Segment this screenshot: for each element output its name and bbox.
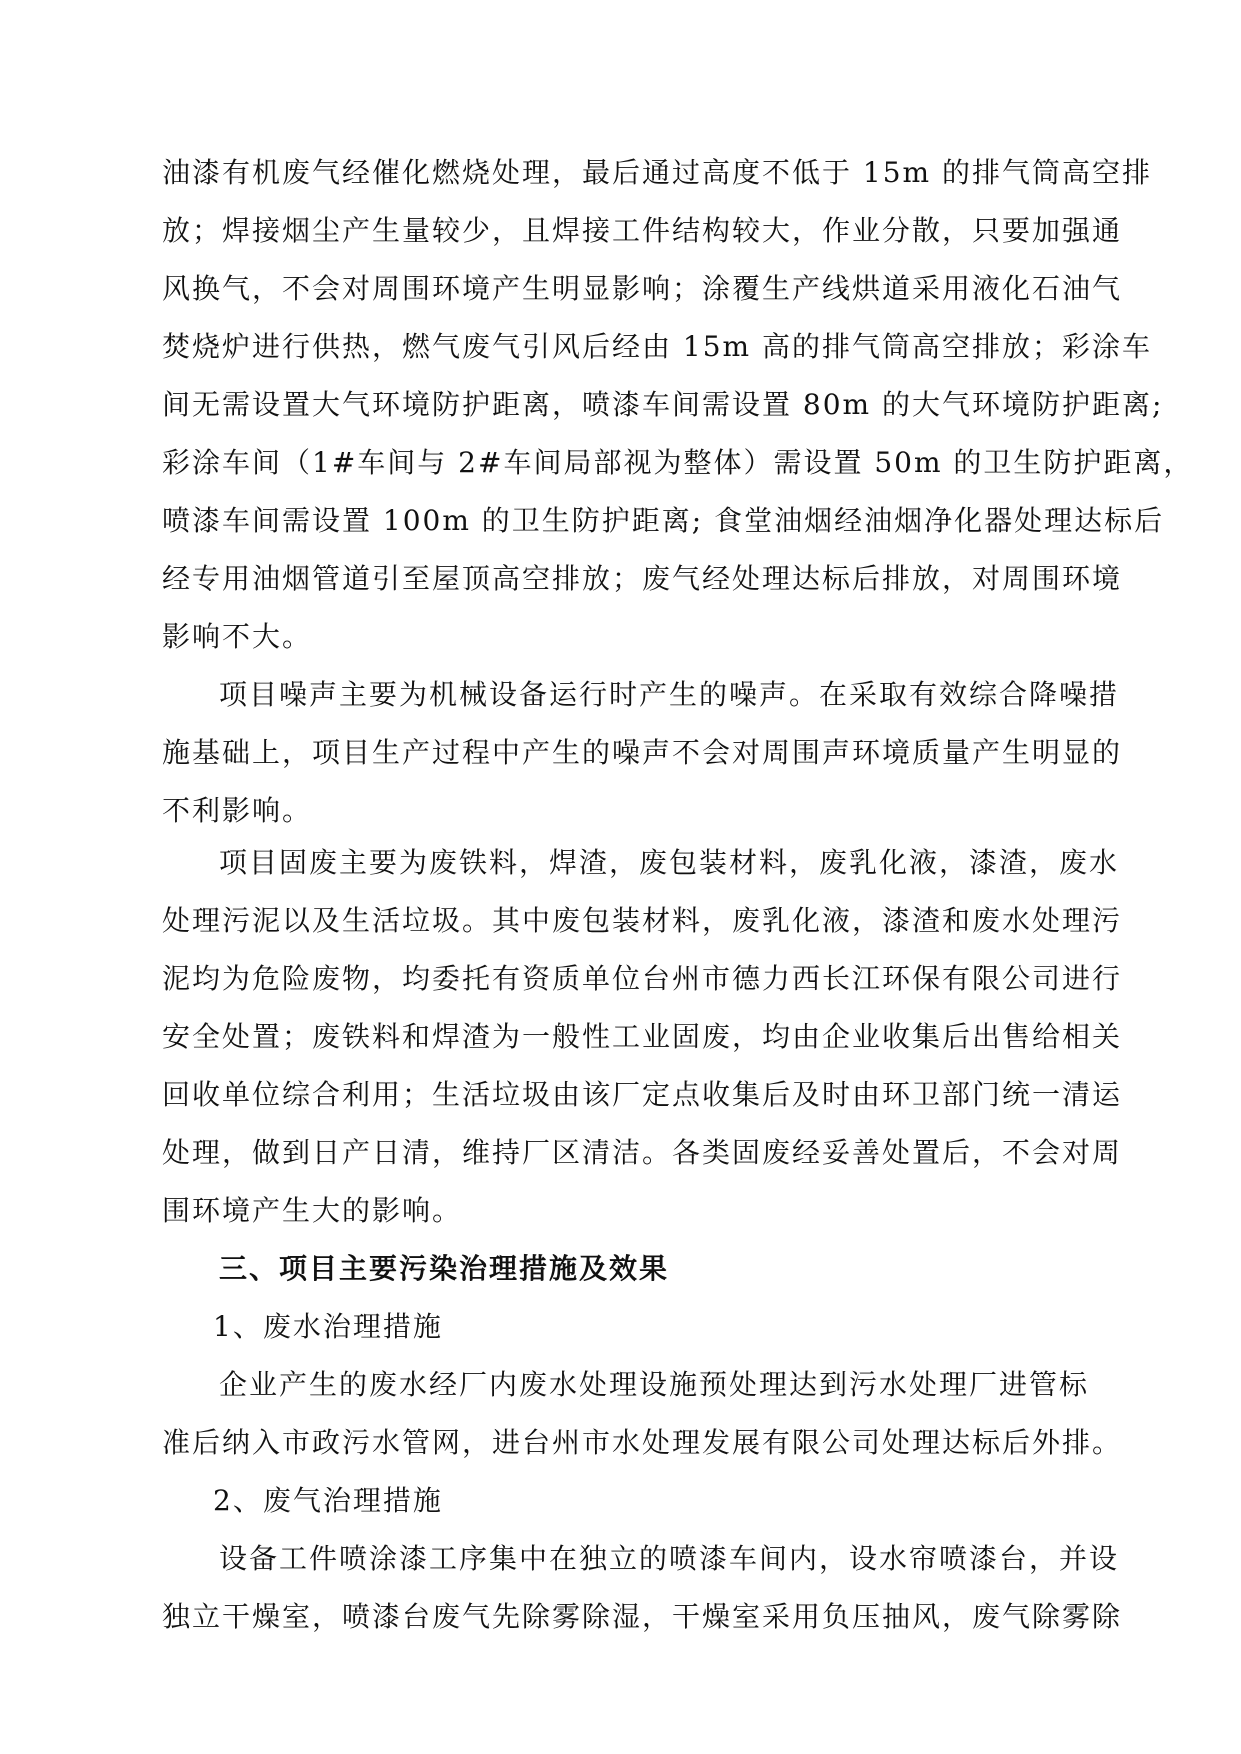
subsection-heading: 1、废水治理措施 bbox=[213, 1310, 443, 1343]
paragraph-line: 围环境产生大的影响。 bbox=[162, 1194, 463, 1227]
paragraph-line: 准后纳入市政污水管网，进台州市水处理发展有限公司处理达标后外排。 bbox=[162, 1426, 1123, 1459]
paragraph-line: 独立干燥室，喷漆台废气先除雾除湿，干燥室采用负压抽风，废气除雾除 bbox=[162, 1600, 1123, 1633]
paragraph-line: 处理污泥以及生活垃圾。其中废包装材料，废乳化液，漆渣和废水处理污 bbox=[162, 904, 1123, 937]
paragraph-line: 经专用油烟管道引至屋顶高空排放；废气经处理达标后排放，对周围环境 bbox=[162, 562, 1123, 595]
paragraph-line: 风换气，不会对周围环境产生明显影响；涂覆生产线烘道采用液化石油气 bbox=[162, 272, 1123, 305]
paragraph-line: 焚烧炉进行供热，燃气废气引风后经由 15m 高的排气筒高空排放；彩涂车 bbox=[162, 330, 1152, 363]
paragraph-line: 不利影响。 bbox=[162, 794, 313, 827]
paragraph-line: 影响不大。 bbox=[162, 620, 313, 653]
paragraph-line: 泥均为危险废物，均委托有资质单位台州市德力西长江环保有限公司进行 bbox=[162, 962, 1123, 995]
paragraph-line: 项目固废主要为废铁料，焊渣，废包装材料，废乳化液，漆渣，废水 bbox=[219, 846, 1120, 879]
paragraph-line: 放；焊接烟尘产生量较少，且焊接工件结构较大，作业分散，只要加强通 bbox=[162, 214, 1123, 247]
paragraph-line: 项目噪声主要为机械设备运行时产生的噪声。在采取有效综合降噪措 bbox=[219, 678, 1120, 711]
section-heading: 三、项目主要污染治理措施及效果 bbox=[219, 1252, 670, 1285]
paragraph-line: 喷漆车间需设置 100m 的卫生防护距离; 食堂油烟经油烟净化器处理达标后 bbox=[162, 504, 1165, 537]
paragraph-line: 处理，做到日产日清，维持厂区清洁。各类固废经妥善处置后，不会对周 bbox=[162, 1136, 1123, 1169]
paragraph-line: 施基础上，项目生产过程中产生的噪声不会对周围声环境质量产生明显的 bbox=[162, 736, 1123, 769]
subsection-heading: 2、废气治理措施 bbox=[213, 1484, 443, 1517]
paragraph-line: 间无需设置大气环境防护距离，喷漆车间需设置 80m 的大气环境防护距离; bbox=[162, 388, 1164, 421]
paragraph-line: 设备工件喷涂漆工序集中在独立的喷漆车间内，设水帘喷漆台，并设 bbox=[219, 1542, 1120, 1575]
paragraph-line: 回收单位综合利用；生活垃圾由该厂定点收集后及时由环卫部门统一清运 bbox=[162, 1078, 1123, 1111]
paragraph-line: 油漆有机废气经催化燃烧处理，最后通过高度不低于 15m 的排气筒高空排 bbox=[162, 156, 1152, 189]
paragraph-line: 安全处置；废铁料和焊渣为一般性工业固废，均由企业收集后出售给相关 bbox=[162, 1020, 1123, 1053]
paragraph-line: 彩涂车间（1#车间与 2#车间局部视为整体）需设置 50m 的卫生防护距离， bbox=[162, 446, 1194, 479]
paragraph-line: 企业产生的废水经厂内废水处理设施预处理达到污水处理厂进管标 bbox=[219, 1368, 1090, 1401]
